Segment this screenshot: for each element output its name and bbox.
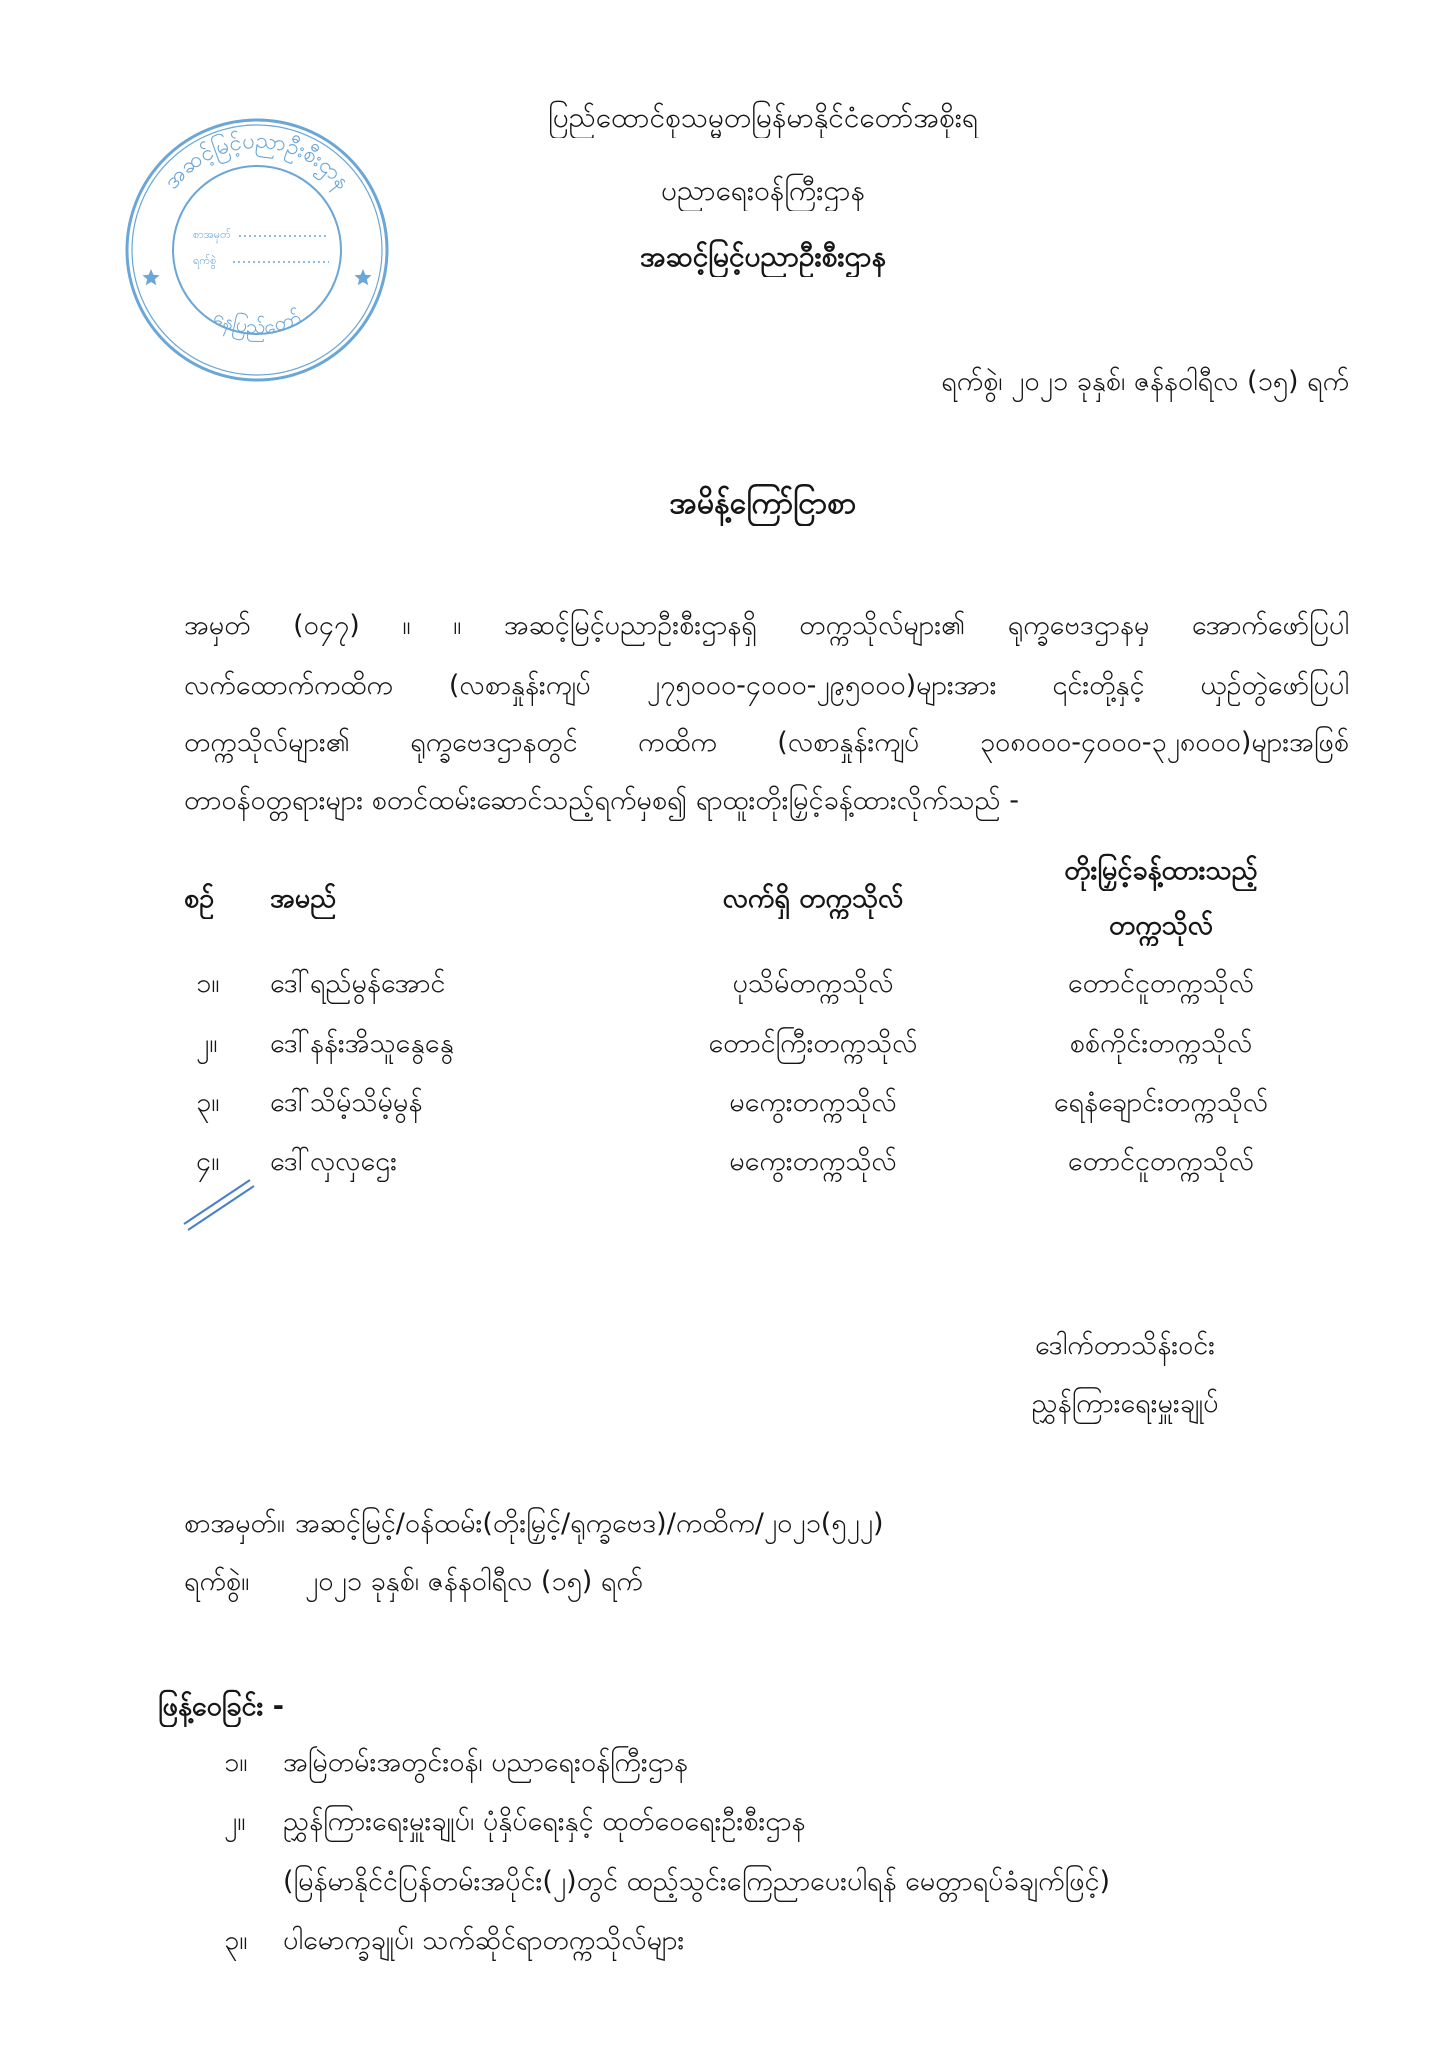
- row-current-university: ပုသိမ်တက္ကသိုလ်: [732, 968, 894, 999]
- distribution-item-number: ၂။: [224, 1806, 246, 1837]
- row-current-university: မကွေးတက္ကသိုလ်: [729, 1087, 897, 1118]
- seal-inner-ring: [173, 166, 341, 334]
- distribution-heading: ဖြန့်ဝေခြင်း -: [158, 1691, 284, 1722]
- row-promoted-university: ရေနံချောင်းတက္ကသိုလ်: [1053, 1087, 1269, 1118]
- row-number: ၄။: [196, 1146, 220, 1177]
- order-title: အမိန့်ကြော်ငြာစာ: [669, 486, 857, 521]
- paragraph-line: လက်ထောက်ကထိက (လစာနှုန်းကျပ် ၂၇၅၀၀၀-၄၀၀၀-၂၉၅၀၀၀)များအား ၎င်းတို့နှင့် ယှဉ်တွဲဖော်ပြပါ: [184, 670, 1349, 701]
- table-header-promoted-university: တက္ကသိုလ်: [1108, 910, 1214, 941]
- row-name: ဒေါ်လှလှဌေး: [270, 1146, 397, 1177]
- reference-date-label: ရက်စွဲ။: [184, 1566, 250, 1597]
- paragraph-line: တာဝန်ဝတ္တရားများ စတင်ထမ်းဆောင်သည့်ရက်မှစ၍ ရာထူးတိုးမြှင့်ခန့်ထားလိုက်သည် -: [184, 785, 1019, 816]
- row-name: ဒေါ်ရည်မွန်အောင်: [270, 968, 446, 999]
- reference-label: စာအမှတ်။: [184, 1508, 285, 1539]
- signatory-name: ဒေါက်တာသိန်းဝင်း: [1034, 1330, 1216, 1361]
- row-current-university: တောင်ကြီးတက္ကသိုလ်: [708, 1028, 918, 1059]
- reference-date-value: ၂၀၂၁ ခုနှစ်၊ ဇန်နဝါရီလ (၁၅) ရက်: [305, 1566, 643, 1597]
- reference-value: အဆင့်မြင့်/ဝန်ထမ်း(တိုးမြှင့်/ရုက္ခဗေဒ)/ကထိက/၂၀၂၁(၅၂၂): [294, 1508, 884, 1539]
- row-number: ၁။: [196, 968, 220, 999]
- row-name: ဒေါ်နန်းအိသူနွေနွေ: [270, 1028, 454, 1059]
- table-header-current-university: လက်ရှိ တက္ကသိုလ်: [722, 883, 904, 914]
- signatory-position: ညွှန်ကြားရေးမှူးချုပ်: [1031, 1388, 1219, 1419]
- paragraph-line: တက္ကသိုလ်များ၏ ရုက္ခဗေဒဌာနတွင် ကထိက (လစာနှုန်းကျပ် ၃၀၈၀၀၀-၄၀၀၀-၃၂၈၀၀၀)များအဖြစ်: [184, 727, 1349, 758]
- reference-number: [184, 1504, 1344, 1544]
- seal-bottom-text: နေပြည်တော်: [209, 304, 305, 340]
- distribution-item-text: အမြဲတမ်းအတွင်းဝန်၊ ပညာရေးဝန်ကြီးဌာန: [283, 1747, 688, 1778]
- star-icon: [142, 269, 159, 285]
- header-ministry: ပညာရေးဝန်ကြီးဌာန: [661, 174, 865, 207]
- seal-outer-ring: [127, 120, 387, 380]
- paragraph-line: အမှတ် (၀၄၇) ။ ။ အဆင့်မြင့်ပညာဦးစီးဌာနရှိ တက္ကသိုလ်များ၏ ရုက္ခဗေဒဌာနမှ အောက်ဖော်ပြပါ: [184, 610, 1349, 641]
- distribution-item-number: ၁။: [224, 1747, 248, 1778]
- table-header-promoted-university: တိုးမြှင့်ခန့်ထားသည့်: [1064, 855, 1258, 886]
- seal-date-label: ရက်စွဲ: [193, 254, 217, 267]
- distribution-item-text: ပါမောက္ခချုပ်၊ သက်ဆိုင်ရာတက္ကသိုလ်များ: [283, 1925, 685, 1956]
- row-number: ၂။: [196, 1028, 218, 1059]
- seal-ref-label: စာအမှတ်: [193, 228, 231, 241]
- row-number: ၃။: [196, 1087, 220, 1118]
- seal-top-text: အဆင့်မြင့်ပညာဦးစီးဌာန: [159, 128, 355, 195]
- table-header-no: စဉ်: [184, 883, 215, 914]
- distribution-item-number: ၃။: [224, 1925, 248, 1956]
- row-name: ဒေါ်သိမ့်သိမ့်မွန်: [270, 1087, 423, 1118]
- pen-mark: [180, 1170, 260, 1234]
- official-seal: [117, 110, 397, 390]
- header-date: ရက်စွဲ၊ ၂၀၂၁ ခုနှစ်၊ ဇန်နဝါရီလ (၁၅) ရက်: [941, 366, 1349, 397]
- row-current-university: မကွေးတက္ကသိုလ်: [729, 1146, 897, 1177]
- star-icon: [354, 269, 371, 285]
- header-department: အဆင့်မြင့်ပညာဦးစီးဌာန: [639, 240, 887, 273]
- header-government: ပြည်ထောင်စုသမ္မတမြန်မာနိုင်ငံတော်အစိုးရ: [548, 101, 978, 134]
- row-promoted-university: တောင်ငူတက္ကသိုလ်: [1067, 1146, 1255, 1177]
- distribution-item-text: ညွှန်ကြားရေးမှူးချုပ်၊ ပုံနှိပ်ရေးနှင့် ထုတ်ဝေရေးဦးစီးဌာန: [283, 1806, 806, 1837]
- distribution-item-note: (မြန်မာနိုင်ငံပြန်တမ်းအပိုင်း(၂)တွင် ထည့်သွင်းကြေညာပေးပါရန် မေတ္တာရပ်ခံချက်ဖြင့်): [283, 1866, 1111, 1897]
- table-header-name: အမည်: [270, 883, 337, 914]
- row-promoted-university: စစ်ကိုင်းတက္ကသိုလ်: [1069, 1028, 1253, 1059]
- row-promoted-university: တောင်ငူတက္ကသိုလ်: [1067, 968, 1255, 999]
